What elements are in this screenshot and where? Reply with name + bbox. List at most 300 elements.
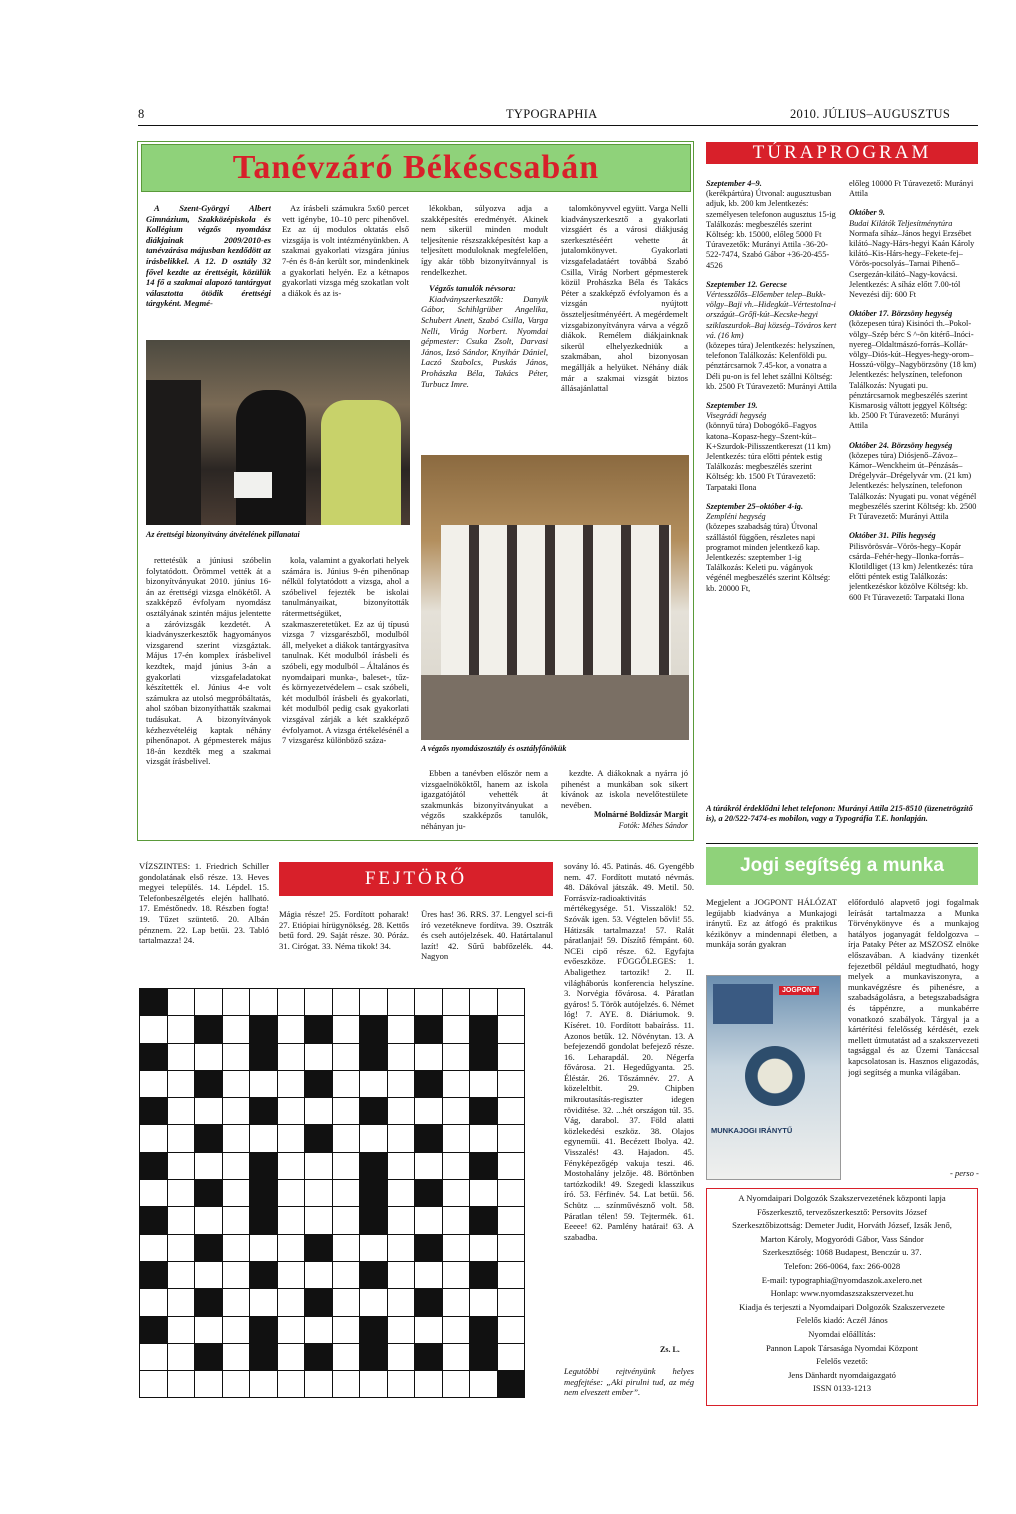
- clues-col4: sovány ló. 45. Patinás. 46. Gyengébb nem. 47. Fordított mutató névmás. 48. Dákóval játszák. 49. Metil. 50. Forrásvíz-radioaktivitás mértékegysége. 51. Visszalök! 52. Szóvák igen. 53. Végtelen bővli! 55. Hátizsák tartalmazza! 57. Ralát páratlanjai! 59. Díszítő fémpánt. 60. NCEi cipő része. 62. Egyfajta evőeszköze. FÜGGŐLEGES: 1. Abaligethez tartozik! 2. II. világháborús konferencia helyszíne. 3. Norvégia fővárosa. 4. Páratlan gyáros! 5. Török autójelzés. 6. Német lóg! 7. AYE. 8. Diáriumok. 9. Kíséret. 10. Fordított babaíráss. 11. Azonos betűk. 12. Növénytan. 13. A befejezendő gondolat befejező része. 16. Leharapdál. 20. Négerfa fővárosa. 21. Hegedűgyanta. 25. Éléstár. 26. Tőszámnév. 27. A közeleltbit. 29. Chipben mikroutasítás-regiszter idegen rövidítése. 32. ...hét országon túl. 35. Vág, darabol. 37. Föld alatti közlekedési eszköz. 38. Olajos egyneműi. 41. Becézett Ibolya. 42. Visszalés! 43. Hajadon. 45. Fényképezőgép vakuja teszi. 46. Mostohalány jelzője. 48. Börtönben tartózkodik! 49. Szegedi klasszikus író. 53. Férfinév. 54. Lat betűi. 56. Schütz ... színművésznő volt. 58. Páratlan télen! 59. Tejtermék. 61. Eeeee! 62. Pamlény határai! 63. A szabadba.: [564, 861, 694, 1242]
- crossword-cell[interactable]: [387, 1016, 415, 1043]
- tura-route: Zempléni hegység: [706, 512, 766, 522]
- names-title: Végzős tanulók névsora:: [429, 283, 516, 294]
- crossword-cell[interactable]: [195, 989, 223, 1016]
- crossword-row: [140, 1234, 525, 1261]
- crossword-block: [305, 1343, 333, 1370]
- crossword-block: [470, 1098, 498, 1125]
- crossword-block: [140, 1152, 168, 1179]
- crossword-cell[interactable]: [332, 1343, 360, 1370]
- tura-details: (közepes szabadság túra) Útvonal szállástól függően, részletes napi programot minden jelentkező kap. Jelentkezés: szeptember 1-ig Találkozás: Keleti pu. vágányok végénél megbeszélés szerint Költség: kb. 20000 Ft,: [706, 522, 831, 593]
- certificate: [234, 472, 272, 498]
- crossword-row: [140, 1343, 525, 1370]
- crossword-cell[interactable]: [470, 1180, 498, 1207]
- puzzle-solution: Legutóbbi rejtvényünk helyes megfejtése: „Aki pirulni tud, az még nem elveszett ember”.: [564, 1366, 694, 1398]
- impressum-line: Kiadja és terjeszti a Nyomdaipari Dolgozók Szakszervezete: [739, 1301, 945, 1312]
- crossword-cell[interactable]: [415, 1043, 443, 1070]
- jogpont-logo: JOGPONT: [779, 986, 819, 995]
- jogi-col-right: előforduló alapvető jogi fogalmak leírását tartalmazza a Munka Törvénykönyve és a munkajog hatályos joganyagát feldolgozva – írja Pataky Péter az MSZOSZ elnöke előszavában. A kiadvány tizenkét fejezetből például megtudható, hogy melyek a munkaviszonyra, a munkavégzésre és pihenésre, a szabadságolásra, a betegszabadságra és táppénzre, a munkabérre vonatkozó szabályok. Tárgyal ja a kártérítési felelősség kérdését, ezek mellett útmutatást ad a szakszervezeti tagsággal és az Üzemi Tanáccsal kapcsolatosan is. Hasznos eligazodás, jogi segítség a munka világában.: [848, 897, 979, 1077]
- crossword-cell[interactable]: [497, 1207, 525, 1234]
- crossword-cell[interactable]: [497, 1316, 525, 1343]
- tura-date: Szeptember 4–9.: [706, 179, 762, 188]
- crossword-cell[interactable]: [497, 1016, 525, 1043]
- tura-details: (közepes túra) Jelentkezés: helyszínen, telefonon Találkozás: Kelenföldi pu. pénztárcsarnok 7.45-kor, a vonatra a Déli pu-on is fel lehet szállni Költség: kb. 2500 Ft Túravezető: Murányi Attila: [706, 341, 837, 391]
- impressum-line: ISSN 0133-1213: [812, 1383, 871, 1394]
- crossword-cell[interactable]: [332, 1043, 360, 1070]
- crossword-block: [415, 1343, 443, 1370]
- impressum-line: Felelős kiadó: Aczél János: [796, 1315, 888, 1326]
- crossword-cell[interactable]: [387, 1316, 415, 1343]
- crossword-cell[interactable]: [167, 1125, 195, 1152]
- crossword-block: [250, 1016, 278, 1043]
- crossword-cell[interactable]: [442, 1371, 470, 1398]
- crossword-cell[interactable]: [195, 1043, 223, 1070]
- crossword-cell[interactable]: [442, 1316, 470, 1343]
- crossword-cell[interactable]: [277, 1316, 305, 1343]
- crossword-block: [415, 1070, 443, 1097]
- crossword-cell[interactable]: [387, 1289, 415, 1316]
- tura-date: Szeptember 12. Gerecse: [706, 279, 787, 289]
- clues-col3: Üres has! 36. RRS. 37. Lengyel sci-fi író vezetékneve fordítva. 39. Osztrák és cseh autójelzések. 40. Határtalanul lazít! 42. Sűrű babfőzelék. 44. Nagyon: [421, 909, 553, 962]
- crossword-cell[interactable]: [415, 1371, 443, 1398]
- tura-event: [849, 531, 979, 602]
- crossword-cell[interactable]: [305, 1261, 333, 1288]
- crossword-cell[interactable]: [387, 1180, 415, 1207]
- crossword-cell[interactable]: [222, 1207, 250, 1234]
- crossword-cell[interactable]: [387, 1234, 415, 1261]
- crossword-cell[interactable]: [167, 1152, 195, 1179]
- crossword-block: [195, 1016, 223, 1043]
- crossword-block: [470, 1316, 498, 1343]
- crossword-cell[interactable]: [442, 1234, 470, 1261]
- crossword-cell[interactable]: [387, 1043, 415, 1070]
- crossword-row: [140, 989, 525, 1016]
- crossword-cell[interactable]: [332, 1152, 360, 1179]
- crossword-cell[interactable]: [497, 1125, 525, 1152]
- impressum-line: Szerkesztőbizottság: Demeter Judit, Horváth József, Izsák Jenő,: [732, 1220, 952, 1231]
- crossword-cell[interactable]: [250, 1289, 278, 1316]
- crossword-cell[interactable]: [470, 1070, 498, 1097]
- crossword-block: [470, 1016, 498, 1043]
- crossword-block: [305, 1234, 333, 1261]
- crossword-cell[interactable]: [305, 1098, 333, 1125]
- clues-col1: VÍZSZINTES: 1. Friedrich Schiller gondolatának első része. 13. Heves megyei település. 14. Lépdel. 15. Telefonbeszélgetés elején hallható. 17. Eméstőnedv. 18. Részben fogta! 19. Tűzet szüntető. 20. Albán pénznem. 22. Lap betűi. 23. Tabló tartalmazza! 24.: [139, 861, 269, 946]
- crossword-cell[interactable]: [387, 1125, 415, 1152]
- crossword-row: [140, 1261, 525, 1288]
- crossword-block: [195, 1289, 223, 1316]
- crossword-cell[interactable]: [387, 1207, 415, 1234]
- crossword-cell[interactable]: [442, 1343, 470, 1370]
- crossword-cell[interactable]: [250, 1371, 278, 1398]
- book-cover: [706, 975, 841, 1180]
- crossword-cell[interactable]: [277, 1070, 305, 1097]
- compass-icon: [745, 1046, 805, 1106]
- puzzle-sign: Zs. L.: [660, 1345, 680, 1354]
- crossword-cell[interactable]: [195, 1098, 223, 1125]
- crossword-cell[interactable]: [277, 1371, 305, 1398]
- crossword-cell[interactable]: [387, 1371, 415, 1398]
- tura-event: [706, 502, 838, 594]
- impressum-line: Jens Dänhardt nyomdaigazgató: [788, 1369, 896, 1380]
- crossword-cell[interactable]: [415, 1316, 443, 1343]
- crossword-cell[interactable]: [222, 1070, 250, 1097]
- divider: [706, 843, 978, 844]
- tura-event: [849, 208, 979, 300]
- tura-details: (közepes túra) Diósjenő–Závoz–Kámor–Wenckheim út–Pénzásás–Drégelyvár–Drégelyvár vm. (21 km) Jelentkezés: helyszínen, telefonon Találkozás: Nyugati pu. vonat végénél megbeszélés szerint Költség: kb. 2500 Ft Túravezető: Murányi Attila: [849, 450, 977, 522]
- crossword-cell[interactable]: [387, 1098, 415, 1125]
- crossword-cell[interactable]: [305, 1207, 333, 1234]
- header-rule: [138, 125, 978, 126]
- crossword-cell[interactable]: [442, 1125, 470, 1152]
- tura-date: Szeptember 25–október 4-ig.: [706, 501, 804, 511]
- crossword-cell[interactable]: [387, 989, 415, 1016]
- crossword-cell[interactable]: [195, 1371, 223, 1398]
- crossword-cell[interactable]: [140, 1343, 168, 1370]
- crossword-cell[interactable]: [250, 989, 278, 1016]
- crossword-block: [195, 1125, 223, 1152]
- crossword-block: [305, 1070, 333, 1097]
- crossword-cell[interactable]: [442, 1261, 470, 1288]
- crossword-cell[interactable]: [222, 1152, 250, 1179]
- crossword-cell[interactable]: [415, 989, 443, 1016]
- crossword-cell[interactable]: [442, 1152, 470, 1179]
- crossword-cell[interactable]: [442, 989, 470, 1016]
- crossword-cell[interactable]: [497, 1180, 525, 1207]
- tura-left-column: [706, 179, 838, 799]
- photo2-caption: A végzős nyomdászosztály és osztályfőnökük: [421, 744, 567, 753]
- crossword-cell[interactable]: [470, 989, 498, 1016]
- graduation-photo: [146, 340, 410, 525]
- crossword-cell[interactable]: [360, 989, 388, 1016]
- crossword-block: [250, 1043, 278, 1070]
- book-title: MUNKAJOGI IRÁNYTŰ: [711, 1126, 793, 1135]
- crossword-cell[interactable]: [167, 1371, 195, 1398]
- crossword-row: [140, 1316, 525, 1343]
- crossword-block: [140, 1043, 168, 1070]
- crossword-cell[interactable]: [387, 1152, 415, 1179]
- crossword-cell[interactable]: [387, 1070, 415, 1097]
- names-list: Kiadványszerkesztők: Danyik Gábor, Schihlgrüber Angelika, Schubert Anett, Szabó Csilla, Varga Nelli, Virág Norbert. Nyomdai gépmester: Csuka Zsolt, Darvasi János, Izsó Sándor, Knyihár Dániel, Laczó Szabolcs, Puskás János, Prohászka Béla, Takács Péter, Turbucz Imre.: [421, 293, 548, 389]
- crossword-block: [470, 1207, 498, 1234]
- crossword-cell[interactable]: [387, 1261, 415, 1288]
- crossword-cell[interactable]: [167, 1043, 195, 1070]
- crossword-block: [140, 1098, 168, 1125]
- person-silhouette: [146, 380, 201, 525]
- crossword-cell[interactable]: [305, 1316, 333, 1343]
- crossword-block: [415, 1289, 443, 1316]
- crossword-cell[interactable]: [167, 1070, 195, 1097]
- crossword-cell[interactable]: [360, 1125, 388, 1152]
- crossword-cell[interactable]: [167, 1343, 195, 1370]
- article-photo-credit: Fotók: Méhes Sándor: [618, 820, 688, 830]
- clues-col2: Mágia része! 25. Fordított poharak! 27. Etiópiai hírügynökség. 28. Kettős betű ford. 29. Saját része. 30. Póráz. 31. Cirógat. 33. Néma tikok! 34.: [279, 909, 409, 951]
- crossword-cell[interactable]: [222, 1371, 250, 1398]
- crossword-cell[interactable]: [332, 1125, 360, 1152]
- crossword-block: [360, 1098, 388, 1125]
- article-col3-bottom: Ebben a tanévben először nem a vizsgaelnököktől, hanem az iskola igazgatójától vehették át szakmunkás bizonyítványukat a végzős szakképzős tanulók, néhányan ju-: [421, 768, 548, 831]
- page-number: 8: [138, 107, 145, 121]
- tura-date: Október 17. Börzsöny hegység: [849, 309, 953, 319]
- crossword-cell[interactable]: [277, 1289, 305, 1316]
- photo1-caption: Az érettségi bizonyítvány átvételének pillanatai: [146, 530, 300, 539]
- crossword-cell[interactable]: [415, 1207, 443, 1234]
- crossword-block: [250, 1152, 278, 1179]
- crossword-block: [360, 1180, 388, 1207]
- crossword-cell[interactable]: [195, 1152, 223, 1179]
- crossword-cell[interactable]: [140, 1070, 168, 1097]
- crossword-cell[interactable]: [277, 1125, 305, 1152]
- tura-details: (kerékpártúra) Útvonal: augusztusban adjuk, kb. 200 km Jelentkezés: személyesen telefonon augusztus 15-ig Találkozás: megbeszélés szerint Költség: kb. 15000, előleg 5000 Ft Túravezetők: Murányi Attila -36-20-522-7474, Szabó Gábor +36-20-455-4526: [706, 189, 836, 270]
- crossword-cell[interactable]: [497, 1098, 525, 1125]
- crossword-cell[interactable]: [277, 1343, 305, 1370]
- crossword-row: [140, 1125, 525, 1152]
- crossword-block: [140, 989, 168, 1016]
- crossword-block: [250, 1316, 278, 1343]
- impressum-line: Telefon: 266-0064, fax: 266-0028: [783, 1260, 901, 1271]
- crossword-cell[interactable]: [277, 1207, 305, 1234]
- crossword-cell[interactable]: [332, 1371, 360, 1398]
- crossword-block: [470, 1261, 498, 1288]
- crossword-block: [305, 1289, 333, 1316]
- tura-event: [706, 401, 838, 493]
- person-silhouette: [236, 390, 306, 525]
- crossword-block: [250, 1343, 278, 1370]
- bench: [421, 675, 689, 740]
- crossword-cell[interactable]: [360, 1234, 388, 1261]
- crossword-block: [470, 1343, 498, 1370]
- crossword-block: [360, 1207, 388, 1234]
- crossword-cell[interactable]: [442, 1180, 470, 1207]
- crossword-cell[interactable]: [332, 1207, 360, 1234]
- crossword-cell[interactable]: [167, 1016, 195, 1043]
- tura-details: (könnyű túra) Dobogókő–Fagyos katona–Kopasz-hegy–Szent-kút–K+Szurdok-Pilisszentkereszt (11 km) Jelentkezés: túra előtti péntek estig Találkozás: megbeszélés szerint Költség: kb. 1500 Ft Túravezető: Tarpataki Ilona: [706, 421, 831, 492]
- puzzle-title: FEJTÖRŐ: [279, 862, 553, 896]
- crossword-block: [305, 1125, 333, 1152]
- tura-event: [849, 441, 979, 523]
- crossword-row: [140, 1070, 525, 1097]
- crossword-cell[interactable]: [222, 1098, 250, 1125]
- tura-details: előleg 10000 Ft Túravezető: Murányi Attila: [849, 179, 974, 199]
- article-col2-bottom: kola, valamint a gyakorlati helyek számára is. Június 9-én pihenőnap nélkül folytatódott a vizsga, ahol a szóbelivel fejezték be iskolai tanulmányaikat, bizonyították rátermettségüket, szakmaszeretetüket. Ez az új típusú vizsga 7 vizsgarészből, modulból áll, melyeket a diákok tantárgyasítva tanulnak. Két modulból írásbeli és szóbeli, egy modulból – Általános és nyomdaipari munka-, baleset-, tűz- és környezetvédelem – csak szóbeli, két modulból írásbeli és gyakorlati, két modulból pedig csak gyakorlati vizsgával zárják a két szakképző évfolyamot. A vizsga értékelésénél a 7 vizsgarész különböző százа-: [282, 555, 409, 746]
- article-col4-bottom: kezdte. A diákoknak a nyárra jó pihenést a munkában sok sikert kívánok az iskola nevelőtestülete nevében. Molnárné Boldizsár Margit Fotók: Méhes Sándor: [561, 768, 688, 830]
- crossword-cell[interactable]: [332, 1098, 360, 1125]
- crossword-cell[interactable]: [167, 1207, 195, 1234]
- crossword-cell[interactable]: [497, 1043, 525, 1070]
- crossword-block: [195, 1343, 223, 1370]
- crossword-cell[interactable]: [250, 1070, 278, 1097]
- crossword-cell[interactable]: [360, 1289, 388, 1316]
- crossword-row: [140, 1207, 525, 1234]
- crossword-cell[interactable]: [442, 1016, 470, 1043]
- crossword-block: [360, 1261, 388, 1288]
- header-title: TYPOGRAPHIA: [506, 107, 598, 121]
- crossword-cell[interactable]: [470, 1289, 498, 1316]
- crossword-cell[interactable]: [195, 1261, 223, 1288]
- crossword-cell[interactable]: [167, 1180, 195, 1207]
- crossword-cell[interactable]: [277, 1152, 305, 1179]
- crossword-cell[interactable]: [332, 1289, 360, 1316]
- crossword-block: [360, 1152, 388, 1179]
- tura-event: [849, 309, 979, 431]
- tura-date: Szeptember 19.: [706, 401, 758, 411]
- crossword-cell[interactable]: [140, 1371, 168, 1398]
- impressum-line: Szerkesztőség: 1068 Budapest, Benczúr u. 37.: [762, 1247, 922, 1258]
- crossword-cell[interactable]: [140, 1289, 168, 1316]
- impressum-line: Pannon Lapok Társasága Nyomdai Központ: [765, 1342, 919, 1353]
- crossword-cell[interactable]: [360, 1070, 388, 1097]
- crossword-cell[interactable]: [140, 1234, 168, 1261]
- crossword-cell[interactable]: [277, 1098, 305, 1125]
- crossword-cell[interactable]: [497, 1289, 525, 1316]
- article-col4-top: talomkönyvvel együtt. Varga Nelli kiadványszerkesztő a gyakorlati vizsgáért és a városi diákjuság szerkesztéséért vehette át jutalomkönyvet. Gyakorlati vizsgafeladatáért továbbá Szabó Csilla, Virág Norbert gépmesterek közül Prohászka Béla és Takács Péter a szakképző évfolyamon és a vizsgán nyújtott összteljesítményéért. A megérdemelt vizsgabizonyítványra várva a végző diákok. Remélem diákjainknak sikerül elhelyezkedniük a szakmában, ahol bizonyosan megállják a helyüket. Néhány diák már a szakmai vizsgát biztos állásajánlattal: [561, 203, 688, 394]
- crossword-cell[interactable]: [222, 1261, 250, 1288]
- class-photo: [421, 455, 689, 740]
- impressum-line: Honlap: www.nyomdaszszakszervezet.hu: [770, 1288, 914, 1299]
- cover-image: [713, 984, 773, 1024]
- tura-details: Normafa síház–János hegyi Erzsébet kilátó–Nagy-Hárs-hegyi Kaán Károly kilátó–Kis-Hárs-hegy–Fekete-fej–Vörös-pocsolyás–Tarnai Pihenő–Csergezán-kilátó–Nagy-kovácsi. Jelentkezés: A síház előtt 7.00-tól Nevezési díj: 600 Ft: [849, 228, 975, 300]
- impressum-line: Nyomdai előállítás:: [808, 1328, 876, 1339]
- tura-date: Október 9.: [849, 208, 885, 218]
- crossword-cell[interactable]: [167, 1289, 195, 1316]
- crossword-cell[interactable]: [332, 1070, 360, 1097]
- crossword-cell[interactable]: [222, 1234, 250, 1261]
- crossword-cell[interactable]: [222, 1289, 250, 1316]
- crossword-block: [415, 1234, 443, 1261]
- crossword-block: [195, 1234, 223, 1261]
- tura-route: Visegrádi hegység: [706, 411, 767, 421]
- crossword-block: [140, 1261, 168, 1288]
- impressum-line: A Nyomdaipari Dolgozók Szakszervezetének központi lapja: [738, 1193, 946, 1203]
- crossword-cell[interactable]: [332, 1316, 360, 1343]
- crossword-cell[interactable]: [167, 1316, 195, 1343]
- crossword-cell[interactable]: [305, 989, 333, 1016]
- tura-right-column: [849, 179, 979, 799]
- crossword-cell[interactable]: [305, 1180, 333, 1207]
- crossword-cell[interactable]: [415, 1098, 443, 1125]
- crossword-cell[interactable]: [222, 1316, 250, 1343]
- crossword-cell[interactable]: [332, 989, 360, 1016]
- jogi-col-left: Megjelent a JOGPONT HÁLÓZAT legújabb kiadványa a Munkajogi iránytű. Ez az átfogó és praktikus kézikönyv a mindennapi életben, a munkája során gyakran: [706, 897, 837, 950]
- crossword-cell[interactable]: [195, 1316, 223, 1343]
- article-col2-top: Az írásbeli számukra 5x60 percet vett igénybe, 10–10 perc pihenővel. Ez az új modulos oktatás első vizsgája is volt intézményünkben. A szakmai gyakorlati vizsgára június 7-én és 8-án került sor, mindenkinek a gyakorlati helyén. Ez a kétnapos gyakorlati vizsga még szokatlan volt a diákok és az is-: [282, 203, 409, 298]
- crossword-block: [470, 1043, 498, 1070]
- crossword-block: [250, 1207, 278, 1234]
- crossword-block: [140, 1316, 168, 1343]
- crossword-row: [140, 1152, 525, 1179]
- crossword-cell[interactable]: [277, 1016, 305, 1043]
- crossword-cell[interactable]: [222, 1180, 250, 1207]
- crossword-cell[interactable]: [442, 1070, 470, 1097]
- crossword-cell[interactable]: [387, 1343, 415, 1370]
- crossword-cell[interactable]: [167, 1261, 195, 1288]
- tura-event: [849, 179, 979, 199]
- crossword-cell[interactable]: [470, 1234, 498, 1261]
- crossword-cell[interactable]: [250, 1234, 278, 1261]
- crossword-cell[interactable]: [497, 1234, 525, 1261]
- impressum-line: Felelős vezető:: [816, 1356, 868, 1367]
- crossword-cell[interactable]: [195, 1207, 223, 1234]
- crossword-block: [415, 1180, 443, 1207]
- crossword-cell[interactable]: [442, 1043, 470, 1070]
- impressum-line: Főszerkesztő, tervezőszerkesztő: Persovits József: [757, 1206, 927, 1217]
- crossword-cell[interactable]: [277, 1234, 305, 1261]
- crossword-cell[interactable]: [442, 1098, 470, 1125]
- crossword-cell[interactable]: [167, 1234, 195, 1261]
- crossword-block: [140, 1207, 168, 1234]
- article-col1-top: A Szent-Györgyi Albert Gimnázium, Szakközépiskola és Kollégium végzős nyomdász diákjainak 2009/2010-es tanévzárása májusban kezdődött az írásbelikkel. A 12. D osztály 32 fővel kezdte az érettségit, közülük 14 fő a szakmai alapozó tantárgyat választotta ötödik érettségi tárgyként. Megmé-: [146, 203, 271, 309]
- tura-event: [706, 280, 838, 392]
- crossword-cell[interactable]: [167, 1098, 195, 1125]
- crossword-row: [140, 1043, 525, 1070]
- crossword-cell[interactable]: [497, 989, 525, 1016]
- crossword-cell[interactable]: [222, 1043, 250, 1070]
- crossword-cell[interactable]: [497, 1343, 525, 1370]
- crossword-cell[interactable]: [140, 1016, 168, 1043]
- crossword-cell[interactable]: [415, 1261, 443, 1288]
- crossword-cell[interactable]: [415, 1152, 443, 1179]
- crossword-cell[interactable]: [140, 1125, 168, 1152]
- crossword-cell[interactable]: [497, 1152, 525, 1179]
- crossword-row: [140, 1180, 525, 1207]
- crossword-cell[interactable]: [442, 1289, 470, 1316]
- crossword-block: [195, 1180, 223, 1207]
- crossword-cell[interactable]: [332, 1234, 360, 1261]
- crossword-block: [360, 1016, 388, 1043]
- crossword-cell[interactable]: [470, 1125, 498, 1152]
- crossword-cell[interactable]: [497, 1261, 525, 1288]
- crossword-cell[interactable]: [167, 989, 195, 1016]
- crossword-cell[interactable]: [360, 1371, 388, 1398]
- crossword-cell[interactable]: [305, 1152, 333, 1179]
- crossword-cell[interactable]: [277, 989, 305, 1016]
- crossword-block: [360, 1343, 388, 1370]
- crossword-block: [470, 1152, 498, 1179]
- crossword-block: [415, 1016, 443, 1043]
- tura-event: [706, 179, 838, 271]
- crossword-cell[interactable]: [442, 1207, 470, 1234]
- tura-details: (közepesen túra) Kisinóci th.–Pokol-völgy–Szép bérc S ^-ön kitérő–Inóci-nyereg–Oldaltmászó-forrás–Kollár-völgy–Diós-kút–Hegyes-hegy-orom–Hosszú-völgy–Nagybörzsöny (18 km) Jelentkezés: helyszínen, telefonon Találkozás: Nyugati pu. pénztárcsarnok megbeszélés szerint Kismarosig váltott jeggyel Költség: kb. 2500 Ft Túravezető: Murányi Attila: [849, 319, 977, 431]
- tura-details: Pilisvörösvár–Vörös-hegy–Kopár csárda–Fehér-hegy–Ilonka-forrás–Klotildliget (13 km) Jelentkezés: túra előtti péntek estig Találkozás: jelentkezéskor közölve Költség: kb. 600 Ft Túravezető: Tarpataki Ilona: [849, 541, 973, 602]
- crossword-cell[interactable]: [222, 1016, 250, 1043]
- crossword-cell[interactable]: [250, 1125, 278, 1152]
- tura-date: Október 31. Pilis hegység: [849, 531, 936, 541]
- crossword-cell[interactable]: [332, 1261, 360, 1288]
- crossword-cell[interactable]: [277, 1180, 305, 1207]
- crossword-cell[interactable]: [332, 1180, 360, 1207]
- crossword-cell[interactable]: [140, 1180, 168, 1207]
- crossword-cell[interactable]: [497, 1070, 525, 1097]
- crossword-row: [140, 1098, 525, 1125]
- crossword-cell[interactable]: [222, 989, 250, 1016]
- tura-date: Október 24. Börzsöny hegység: [849, 440, 953, 450]
- jogi-title: Jogi segítség a munka világában: [706, 847, 978, 885]
- crossword-row: [140, 1016, 525, 1043]
- crossword-cell[interactable]: [222, 1343, 250, 1370]
- jogi-sign: - perso -: [950, 1168, 979, 1178]
- article-title: Tanévzáró Békéscsabán: [141, 144, 691, 192]
- crossword-cell[interactable]: [277, 1261, 305, 1288]
- crossword-cell[interactable]: [222, 1125, 250, 1152]
- crossword-cell[interactable]: [277, 1043, 305, 1070]
- crossword-cell[interactable]: [470, 1371, 498, 1398]
- crossword-block: [360, 1316, 388, 1343]
- crossword-block: [250, 1098, 278, 1125]
- crossword-cell[interactable]: [305, 1043, 333, 1070]
- crossword-cell[interactable]: [305, 1371, 333, 1398]
- tura-route: Vértesszőlős–Előember telep–Bukk-völgy–Baji vh.–Hidegkút–Vértestolna-i országút–Grőfi-kút–Kecske-hegyi sziklaszurdok–Baj község–Tóváros kert vá. (16 km): [706, 290, 837, 340]
- crossword-cell[interactable]: [332, 1016, 360, 1043]
- crossword-grid[interactable]: [139, 988, 525, 1398]
- crossword-block: [360, 1043, 388, 1070]
